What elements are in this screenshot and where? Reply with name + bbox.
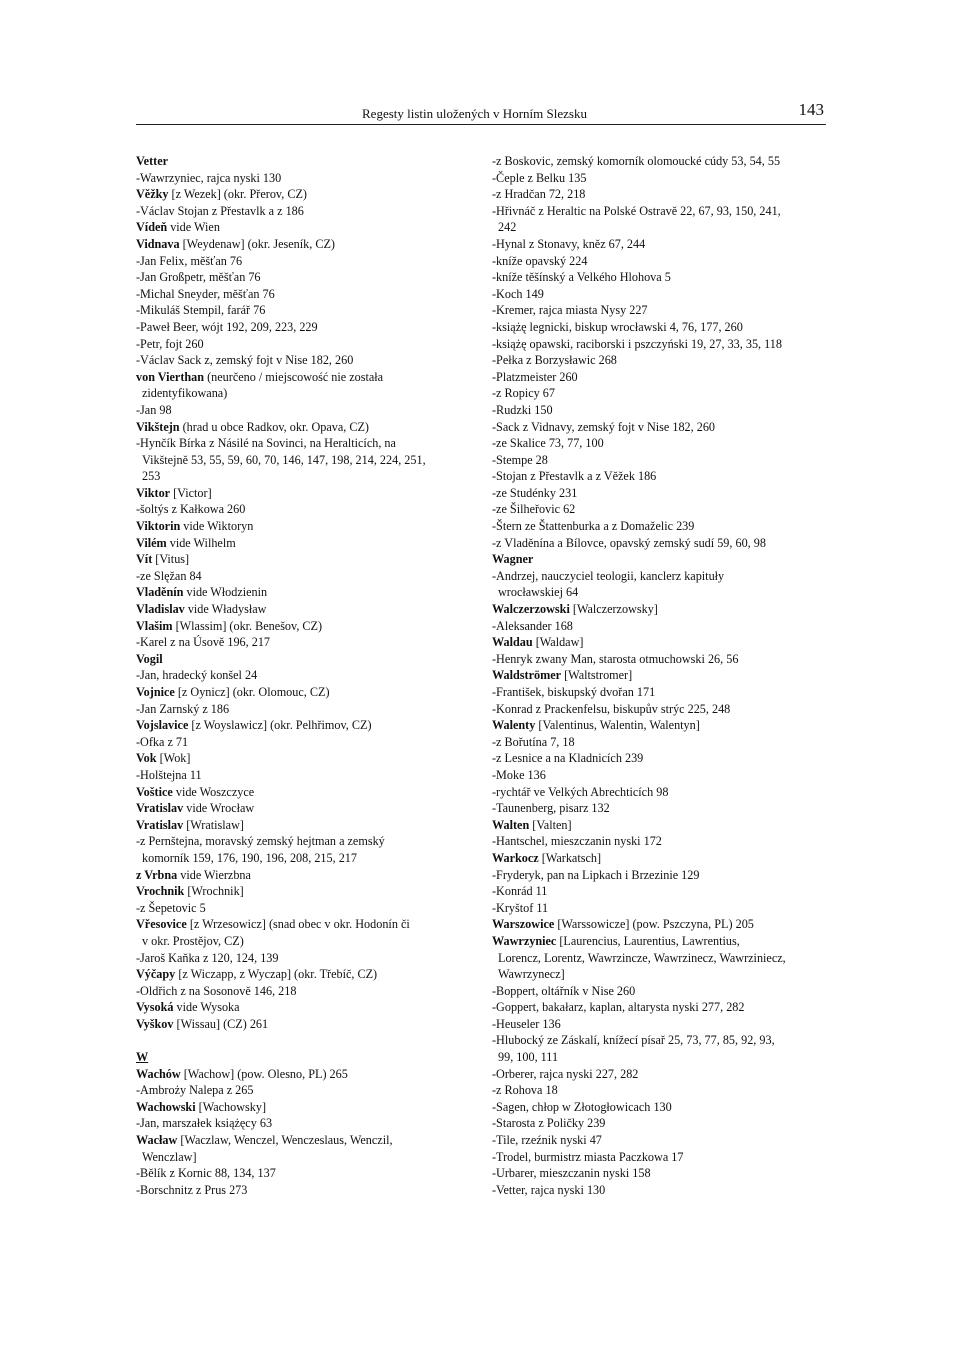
entry-text: -ze Skalice 73, 77, 100 xyxy=(492,436,604,451)
entry-text: -Sagen, chłop w Złotogłowicach 130 xyxy=(492,1099,672,1114)
entry-text: -Hynčík Bírka z Násilé na Sovinci, na Heralticích, na xyxy=(136,436,396,451)
headword: Výčapy xyxy=(136,967,176,982)
index-subentry xyxy=(492,900,832,917)
entry-text: -Ambroży Nalepa z 265 xyxy=(136,1083,254,1098)
entry-text: -Hlubocký ze Záskalí, knížecí písař 25, 73, 77, 85, 92, 93, xyxy=(492,1033,775,1048)
index-subentry xyxy=(492,1099,832,1116)
index-subentry xyxy=(492,170,832,187)
index-entry-heading xyxy=(136,236,481,253)
entry-text: -z Lesnice a na Kladnicích 239 xyxy=(492,751,644,766)
entry-text: (neurčeno / miejscowość nie została xyxy=(204,369,384,384)
index-subentry xyxy=(492,1082,832,1099)
index-subentry xyxy=(492,1016,832,1033)
entry-text: vide Wrocław xyxy=(183,801,255,816)
index-subentry xyxy=(492,1165,832,1182)
index-subentry xyxy=(492,568,832,585)
entry-text: [Wrochnik] xyxy=(184,884,244,899)
index-subentry xyxy=(492,153,832,170)
entry-text: [Waltstromer] xyxy=(561,668,633,683)
entry-text: -ze Slęžan 84 xyxy=(136,568,202,583)
entry-text: [z Wiczapp, z Wyczap] (okr. Třebíč, CZ) xyxy=(175,967,378,982)
index-subentry xyxy=(136,1182,481,1199)
index-subentry xyxy=(492,468,832,485)
entry-text: -Stojan z Přestavlk a z Věžek 186 xyxy=(492,469,657,484)
index-entry-continuation xyxy=(136,468,481,485)
index-entry-heading xyxy=(136,999,481,1016)
index-subentry xyxy=(492,734,832,751)
index-subentry xyxy=(136,634,481,651)
index-subentry xyxy=(136,667,481,684)
page-number: 143 xyxy=(798,100,824,119)
entry-text: -Fryderyk, pan na Lipkach i Brzezinie 129 xyxy=(492,867,700,882)
index-subentry xyxy=(492,999,832,1016)
entry-text: [Wachowsky] xyxy=(195,1099,267,1114)
headword: Viktorin xyxy=(136,519,181,534)
entry-text: -Sack z Vidnavy, zemský fojt v Nise 182, 260 xyxy=(492,419,716,434)
index-subentry xyxy=(492,319,832,336)
index-subentry xyxy=(492,1182,832,1199)
entry-text: -rychtář ve Velkých Abrechticích 98 xyxy=(492,784,669,799)
entry-text: -Karel z na Úsově 196, 217 xyxy=(136,635,271,650)
entry-text: -Jan Felix, měšťan 76 xyxy=(136,253,243,268)
entry-text: [Wok] xyxy=(156,751,191,766)
index-entry-heading xyxy=(136,584,481,601)
entry-text: -Bělík z Kornic 88, 134, 137 xyxy=(136,1166,276,1181)
entry-text: -Stempe 28 xyxy=(492,452,548,467)
index-subentry xyxy=(492,402,832,419)
entry-text: -Kryštof 11 xyxy=(492,900,549,915)
index-subentry xyxy=(492,535,832,552)
entry-text: vide Wilhelm xyxy=(166,535,236,550)
entry-text: [Warkatsch] xyxy=(538,850,602,865)
entry-text: -Ofka z 71 xyxy=(136,734,189,749)
entry-text: [Wachow] (pow. Olesno, PL) 265 xyxy=(180,1066,348,1081)
index-entry-heading xyxy=(492,667,832,684)
index-subentry xyxy=(492,269,832,286)
headword: Warszowice xyxy=(492,917,555,932)
index-entry-heading xyxy=(492,551,832,568)
entry-text: [Vitus] xyxy=(152,552,190,567)
section-letter xyxy=(136,1049,481,1066)
entry-text: -Hřivnáč z Heraltic na Polské Ostravě 22, 67, 93, 150, 241, xyxy=(492,203,781,218)
headword: Waldau xyxy=(492,635,533,650)
entry-text: -Konrád 11 xyxy=(492,884,548,899)
index-entry-heading xyxy=(136,1132,481,1149)
entry-text: Wawrzynecz] xyxy=(498,967,565,982)
entry-text: -Michal Sneyder, měšťan 76 xyxy=(136,286,275,301)
index-subentry xyxy=(136,319,481,336)
entry-text: -Hantschel, mieszczanin nyski 172 xyxy=(492,834,662,849)
entry-text: zidentyfikowana) xyxy=(142,386,228,401)
entry-text: -Aleksander 168 xyxy=(492,618,573,633)
index-subentry xyxy=(492,1149,832,1166)
entry-text: [Waldaw] xyxy=(532,635,584,650)
index-entry-continuation xyxy=(492,219,832,236)
entry-text: -šoltýs z Kałkowa 260 xyxy=(136,502,246,517)
index-entry-heading xyxy=(492,634,832,651)
index-entry-heading xyxy=(136,750,481,767)
index-subentry xyxy=(136,352,481,369)
headword: Vok xyxy=(136,751,157,766)
index-entry-heading xyxy=(136,817,481,834)
index-column-left xyxy=(136,153,481,1198)
entry-text: -Holštejna 11 xyxy=(136,767,202,782)
entry-text: vide Władysław xyxy=(184,602,267,617)
headword: Vratislav xyxy=(136,817,184,832)
entry-text: [Laurencius, Laurentius, Lawrentius, xyxy=(556,933,740,948)
entry-text: [z Wrzesowicz] (snad obec v okr. Hodonín či xyxy=(186,917,410,932)
index-subentry xyxy=(136,900,481,917)
headword: Vikštejn xyxy=(136,419,180,434)
index-subentry xyxy=(136,1115,481,1132)
section-letter-text: W xyxy=(136,1050,149,1065)
entry-text: -Rudzki 150 xyxy=(492,402,553,417)
entry-text: -Orberer, rajca nyski 227, 282 xyxy=(492,1066,639,1081)
entry-text: wrocławskiej 64 xyxy=(498,585,579,600)
entry-text: -z Boskovic, zemský komorník olomoucké cúdy 53, 54, 55 xyxy=(492,154,781,168)
entry-text: -kníže těšínský a Velkého Hlohova 5 xyxy=(492,270,671,285)
index-subentry xyxy=(492,833,832,850)
entry-text: -Borschnitz z Prus 273 xyxy=(136,1182,248,1197)
index-subentry xyxy=(492,618,832,635)
index-subentry xyxy=(136,336,481,353)
entry-text: Wenczlaw] xyxy=(142,1149,197,1164)
index-subentry xyxy=(492,369,832,386)
headword: Vojslavice xyxy=(136,718,189,733)
index-subentry xyxy=(492,203,832,220)
index-subentry xyxy=(492,385,832,402)
headword: Wachowski xyxy=(136,1099,196,1114)
headword: Walenty xyxy=(492,718,536,733)
entry-text: [Walczerzowsky] xyxy=(569,602,658,617)
index-subentry xyxy=(492,186,832,203)
index-subentry xyxy=(492,501,832,518)
index-subentry xyxy=(492,651,832,668)
headword: Vogil xyxy=(136,651,163,666)
index-subentry xyxy=(492,419,832,436)
headword: Vřesovice xyxy=(136,917,187,932)
index-subentry xyxy=(492,684,832,701)
entry-text: -z Bořutína 7, 18 xyxy=(492,734,575,749)
headword: Vilém xyxy=(136,535,167,550)
entry-text: -Paweł Beer, wójt 192, 209, 223, 229 xyxy=(136,319,318,334)
entry-text: vide Woszczyce xyxy=(172,784,255,799)
entry-text: [z Woyslawicz] (okr. Pelhřimov, CZ) xyxy=(188,718,372,733)
index-subentry xyxy=(136,286,481,303)
index-entry-heading xyxy=(136,618,481,635)
headword: z Vrbna xyxy=(136,867,178,882)
headword: Voštice xyxy=(136,784,173,799)
index-subentry xyxy=(136,1082,481,1099)
entry-text: 99, 100, 111 xyxy=(498,1050,559,1065)
entry-text: [Wratislaw] xyxy=(183,817,244,832)
entry-text: -Trodel, burmistrz miasta Paczkowa 17 xyxy=(492,1149,684,1164)
index-subentry xyxy=(136,950,481,967)
index-entry-continuation xyxy=(136,452,481,469)
entry-text: v okr. Prostějov, CZ) xyxy=(142,933,244,948)
entry-text: [z Oynicz] (okr. Olomouc, CZ) xyxy=(174,685,330,699)
index-entry-heading xyxy=(492,717,832,734)
headword: Vladislav xyxy=(136,602,185,617)
headword: Vratislav xyxy=(136,801,184,816)
index-entry-heading xyxy=(136,186,481,203)
entry-text: -Jaroš Kaňka z 120, 124, 139 xyxy=(136,950,279,965)
index-entry-continuation xyxy=(136,933,481,950)
entry-text: -ze Studénky 231 xyxy=(492,485,578,500)
index-entry-heading xyxy=(136,1016,481,1033)
entry-text: -Petr, fojt 260 xyxy=(136,336,204,351)
entry-text: -Goppert, bakałarz, kaplan, altarysta nyski 277, 282 xyxy=(492,1000,745,1015)
index-subentry xyxy=(492,767,832,784)
entry-text: -z Šepetovic 5 xyxy=(136,900,206,915)
index-subentry xyxy=(492,286,832,303)
index-subentry xyxy=(492,518,832,535)
index-entry-heading xyxy=(136,916,481,933)
index-subentry xyxy=(136,269,481,286)
headword: Wawrzyniec xyxy=(492,933,557,948)
entry-text: vide Wysoka xyxy=(173,1000,240,1015)
headword: Waldströmer xyxy=(492,668,562,683)
entry-text: -Platzmeister 260 xyxy=(492,369,578,384)
entry-text: -Tile, rzeźnik nyski 47 xyxy=(492,1133,602,1148)
entry-text: -Moke 136 xyxy=(492,767,546,782)
headword: Vladěnín xyxy=(136,585,184,600)
index-entry-heading xyxy=(136,1099,481,1116)
entry-text: -Pełka z Borzysławic 268 xyxy=(492,353,617,368)
entry-text: -Henryk zwany Man, starosta otmuchowski 26, 56 xyxy=(492,651,739,666)
index-entry-heading xyxy=(136,369,481,386)
entry-text: -Hynal z Stonavy, kněz 67, 244 xyxy=(492,236,646,251)
headword: Wacław xyxy=(136,1133,178,1148)
headword: Vrochnik xyxy=(136,884,185,899)
entry-text: -Václav Sack z, zemský fojt v Nise 182, 260 xyxy=(136,353,354,368)
entry-text: -Jan Zarnský z 186 xyxy=(136,701,230,716)
entry-text: -Urbarer, mieszczanin nyski 158 xyxy=(492,1166,651,1181)
index-subentry xyxy=(136,203,481,220)
entry-text: -Starosta z Poličky 239 xyxy=(492,1116,606,1131)
entry-text: -z Ropicy 67 xyxy=(492,386,555,401)
entry-text: -z Hradčan 72, 218 xyxy=(492,187,586,202)
index-entry-continuation xyxy=(136,385,481,402)
index-entry-heading xyxy=(136,153,481,170)
entry-text: (hrad u obce Radkov, okr. Opava, CZ) xyxy=(179,419,369,434)
index-subentry xyxy=(492,800,832,817)
index-subentry xyxy=(136,734,481,751)
index-entry-heading xyxy=(136,800,481,817)
entry-text: -Čeple z Belku 135 xyxy=(492,170,587,185)
headword: Vysoká xyxy=(136,1000,174,1015)
index-entry-heading xyxy=(136,717,481,734)
entry-text: vide Wiktoryn xyxy=(180,519,254,534)
headword: Walczerzowski xyxy=(492,602,570,617)
entry-text: [Waczlaw, Wenczel, Wenczeslaus, Wenczil, xyxy=(177,1133,393,1148)
entry-text: vide Wien xyxy=(167,220,220,235)
entry-text: -Boppert, oltářník v Nise 260 xyxy=(492,983,636,998)
index-subentry xyxy=(136,302,481,319)
index-subentry xyxy=(136,253,481,270)
index-subentry xyxy=(492,784,832,801)
entry-text: -František, biskupský dvořan 171 xyxy=(492,685,656,699)
entry-text: -Václav Stojan z Přestavlk a z 186 xyxy=(136,203,304,218)
headword: Vidnava xyxy=(136,236,180,251)
entry-text: -Oldřich z na Sosonově 146, 218 xyxy=(136,983,297,998)
index-entry-continuation xyxy=(136,850,481,867)
index-subentry xyxy=(492,236,832,253)
index-entry-heading xyxy=(136,219,481,236)
entry-text: [Victor] xyxy=(170,485,212,500)
entry-text: -Heuseler 136 xyxy=(492,1016,561,1031)
entry-text: [Weydenaw] (okr. Jeseník, CZ) xyxy=(179,236,335,251)
index-entry-heading xyxy=(492,850,832,867)
entry-text: -z Vladěnína a Bílovce, opavský zemský sudí 59, 60, 98 xyxy=(492,535,766,550)
index-entry-heading xyxy=(136,867,481,884)
entry-text: -Wawrzyniec, rajca nyski 130 xyxy=(136,170,282,185)
index-entry-heading xyxy=(492,916,832,933)
index-subentry xyxy=(136,170,481,187)
entry-text: komorník 159, 176, 190, 196, 208, 215, 217 xyxy=(142,850,357,865)
index-entry-heading xyxy=(492,933,832,950)
index-subentry xyxy=(136,501,481,518)
entry-text: [Wlassim] (okr. Benešov, CZ) xyxy=(172,618,323,633)
entry-text: vide Wierzbna xyxy=(177,867,251,882)
index-entry-continuation xyxy=(492,950,832,967)
headword: Wachów xyxy=(136,1066,181,1081)
entry-text: -Jan, marszałek książęcy 63 xyxy=(136,1116,273,1131)
index-subentry xyxy=(492,983,832,1000)
entry-text: -książę opawski, raciborski i pszczyński 19, 27, 33, 35, 118 xyxy=(492,336,782,351)
headword: Věžky xyxy=(136,187,169,202)
index-subentry xyxy=(492,485,832,502)
index-entry-continuation xyxy=(492,966,832,983)
index-subentry xyxy=(492,867,832,884)
index-entry-heading xyxy=(136,966,481,983)
index-entry-heading xyxy=(136,535,481,552)
index-entry-continuation xyxy=(492,1049,832,1066)
index-subentry xyxy=(492,352,832,369)
index-subentry xyxy=(136,701,481,718)
entry-text: [Warssowicze] (pow. Pszczyna, PL) 205 xyxy=(554,917,754,932)
index-entry-heading xyxy=(136,601,481,618)
index-subentry xyxy=(136,1165,481,1182)
headword: Walten xyxy=(492,817,530,832)
entry-text: vide Włodzienin xyxy=(183,585,268,600)
index-entry-heading xyxy=(136,651,481,668)
index-entry-heading xyxy=(136,419,481,436)
headword: Vetter xyxy=(136,154,169,168)
running-title: Regesty listin uložených v Horním Slezsku xyxy=(362,106,587,121)
index-subentry xyxy=(136,402,481,419)
entry-text: Lorencz, Lorentz, Wawrzincze, Wawrzinecz, Wawrziniecz, xyxy=(498,950,786,965)
index-entry-heading xyxy=(136,684,481,701)
headword: Vyškov xyxy=(136,1016,174,1031)
entry-text: -Kremer, rajca miasta Nysy 227 xyxy=(492,303,648,318)
index-subentry xyxy=(492,1115,832,1132)
entry-text: -Jan 98 xyxy=(136,402,172,417)
index-subentry xyxy=(492,1132,832,1149)
headword: Warkocz xyxy=(492,850,539,865)
index-entry-continuation xyxy=(136,1149,481,1166)
headword: von Vierthan xyxy=(136,369,205,384)
index-entry-heading xyxy=(136,1066,481,1083)
page-header xyxy=(136,100,826,125)
headword: Viktor xyxy=(136,485,171,500)
entry-text: -Taunenberg, pisarz 132 xyxy=(492,801,610,816)
entry-text: -Štern ze Štattenburka a z Domaželic 239 xyxy=(492,519,695,534)
index-entry-heading xyxy=(136,485,481,502)
headword: Vlašim xyxy=(136,618,173,633)
index-entry-heading xyxy=(136,784,481,801)
entry-text: -Andrzej, nauczyciel teologii, kanclerz kapituły xyxy=(492,568,725,583)
index-entry-heading xyxy=(136,883,481,900)
index-entry-heading xyxy=(492,601,832,618)
entry-text: [z Wezek] (okr. Přerov, CZ) xyxy=(168,187,307,202)
entry-text: 253 xyxy=(142,469,161,484)
entry-text: -kníže opavský 224 xyxy=(492,253,588,268)
entry-text: [Wissau] (CZ) 261 xyxy=(173,1016,269,1031)
index-subentry xyxy=(136,435,481,452)
entry-text: 242 xyxy=(498,220,517,235)
index-subentry xyxy=(492,1032,832,1049)
index-subentry xyxy=(492,435,832,452)
index-subentry xyxy=(136,568,481,585)
index-entry-continuation xyxy=(492,584,832,601)
index-entry-heading xyxy=(492,817,832,834)
index-subentry xyxy=(492,883,832,900)
index-subentry xyxy=(136,983,481,1000)
entry-text: [Valentinus, Walentin, Walentyn] xyxy=(535,718,700,733)
entry-text: Vikštejně 53, 55, 59, 60, 70, 146, 147, 198, 214, 224, 251, xyxy=(142,452,426,467)
entry-text: -Mikuláš Stempil, farář 76 xyxy=(136,303,266,318)
entry-text: -z Rohova 18 xyxy=(492,1083,558,1098)
index-subentry xyxy=(492,1066,832,1083)
spacer xyxy=(136,1032,481,1049)
headword: Vídeň xyxy=(136,220,168,235)
index-subentry xyxy=(492,452,832,469)
index-entry-heading xyxy=(136,518,481,535)
index-column-right xyxy=(492,153,832,1198)
entry-text: -Koch 149 xyxy=(492,286,544,301)
index-subentry xyxy=(136,767,481,784)
index-subentry xyxy=(492,701,832,718)
headword: Vojnice xyxy=(136,685,175,699)
headword: Vít xyxy=(136,552,153,567)
index-subentry xyxy=(492,302,832,319)
entry-text: -z Pernštejna, moravský zemský hejtman a zemský xyxy=(136,834,385,849)
entry-text: -ze Šilheřovic 62 xyxy=(492,502,576,517)
index-subentry xyxy=(136,833,481,850)
entry-text: -Konrad z Prackenfelsu, biskupův strýc 225, 248 xyxy=(492,701,731,716)
index-subentry xyxy=(492,336,832,353)
index-entry-heading xyxy=(136,551,481,568)
entry-text: [Valten] xyxy=(529,817,572,832)
index-subentry xyxy=(492,750,832,767)
index-subentry xyxy=(492,253,832,270)
headword: Wagner xyxy=(492,552,534,567)
entry-text: -Vetter, rajca nyski 130 xyxy=(492,1182,606,1197)
entry-text: -książę legnicki, biskup wrocławski 4, 76, 177, 260 xyxy=(492,319,743,334)
entry-text: -Jan Großpetr, měšťan 76 xyxy=(136,270,261,285)
entry-text: -Jan, hradecký konšel 24 xyxy=(136,668,258,683)
